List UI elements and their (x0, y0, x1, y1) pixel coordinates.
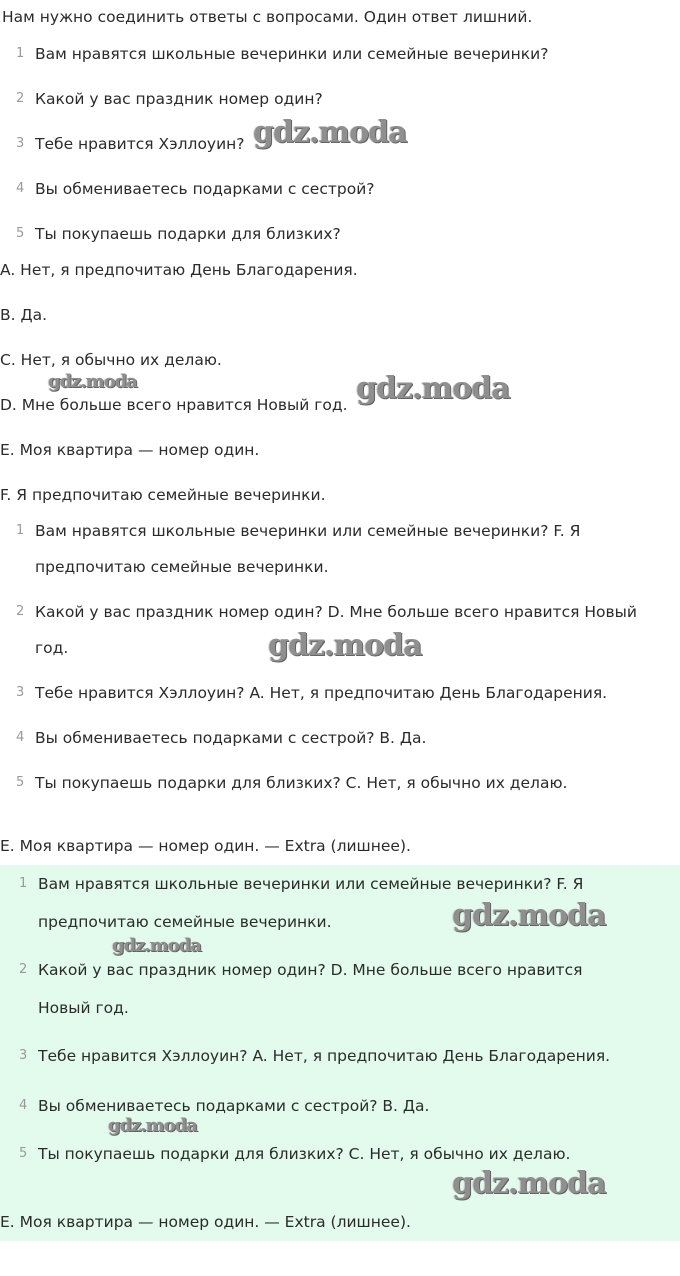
highlighted-text: Тебе нравится Хэллоуин? A. Нет, я предпочитаю День Благодарения. (38, 1047, 611, 1065)
highlighted-extra: E. Моя квартира — номер один. — Extra (лишнее). (0, 1213, 411, 1231)
highlighted-number: 2 (19, 962, 28, 977)
question-number: 4 (16, 181, 25, 196)
highlighted-text-continued: Новый год. (38, 999, 129, 1017)
solution-number: 5 (16, 775, 25, 790)
answer-option: B. Да. (0, 306, 48, 324)
highlighted-number: 4 (19, 1098, 28, 1113)
instruction-text: Нам нужно соединить ответы с вопросами. Один ответ лишний. (2, 8, 533, 26)
highlighted-number: 5 (19, 1146, 28, 1161)
watermark-logo: gdz.moda (452, 1166, 606, 1201)
question-number: 2 (16, 91, 25, 106)
answer-option: C. Нет, я обычно их делаю. (0, 351, 222, 369)
solution-text-continued: год. (35, 639, 69, 657)
highlighted-number: 1 (19, 876, 28, 891)
highlighted-text: Какой у вас праздник номер один? D. Мне больше всего нравится (38, 961, 583, 979)
question-text: Вам нравятся школьные вечеринки или семейные вечеринки? (35, 45, 549, 63)
question-number: 5 (16, 226, 25, 241)
highlighted-text: Вам нравятся школьные вечеринки или семейные вечеринки? F. Я (38, 875, 584, 893)
question-text: Тебе нравится Хэллоуин? (35, 135, 245, 153)
watermark-logo: gdz.moda (452, 898, 606, 933)
solution-text: Вы обмениваетесь подарками с сестрой? B. Да. (35, 729, 427, 747)
solution-number: 1 (16, 523, 25, 538)
question-text: Вы обмениваетесь подарками с сестрой? (35, 180, 375, 198)
watermark-logo: gdz.moda (356, 371, 510, 406)
answer-option: E. Моя квартира — номер один. (0, 441, 260, 459)
solution-text-continued: предпочитаю семейные вечеринки. (35, 558, 329, 576)
question-number: 1 (16, 46, 25, 61)
solution-extra: E. Моя квартира — номер один. — Extra (лишнее). (0, 837, 411, 855)
solution-text: Какой у вас праздник номер один? D. Мне больше всего нравится Новый (35, 603, 637, 621)
solution-number: 4 (16, 730, 25, 745)
highlighted-text: Ты покупаешь подарки для близких? C. Нет, я обычно их делаю. (38, 1145, 571, 1163)
watermark-logo: gdz.moda (268, 628, 422, 663)
solution-text: Тебе нравится Хэллоуин? A. Нет, я предпочитаю День Благодарения. (35, 684, 608, 702)
highlighted-text: Вы обмениваетесь подарками с сестрой? B. Да. (38, 1097, 430, 1115)
solution-number: 3 (16, 685, 25, 700)
watermark-logo: gdz.moda (253, 115, 407, 150)
question-text: Ты покупаешь подарки для близких? (35, 225, 341, 243)
question-number: 3 (16, 136, 25, 151)
watermark-logo: gdz.moda (112, 935, 201, 956)
watermark-logo: gdz.moda (108, 1115, 197, 1136)
solution-number: 2 (16, 604, 25, 619)
watermark-logo: gdz.moda (48, 371, 137, 392)
highlighted-number: 3 (19, 1048, 28, 1063)
answer-option: F. Я предпочитаю семейные вечеринки. (0, 486, 326, 504)
highlighted-text-continued: предпочитаю семейные вечеринки. (38, 913, 332, 931)
answer-option: D. Мне больше всего нравится Новый год. (0, 396, 348, 414)
answer-option: A. Нет, я предпочитаю День Благодарения. (0, 261, 358, 279)
solution-text: Ты покупаешь подарки для близких? C. Нет, я обычно их делаю. (35, 774, 568, 792)
solution-text: Вам нравятся школьные вечеринки или семейные вечеринки? F. Я (35, 522, 581, 540)
question-text: Какой у вас праздник номер один? (35, 90, 323, 108)
